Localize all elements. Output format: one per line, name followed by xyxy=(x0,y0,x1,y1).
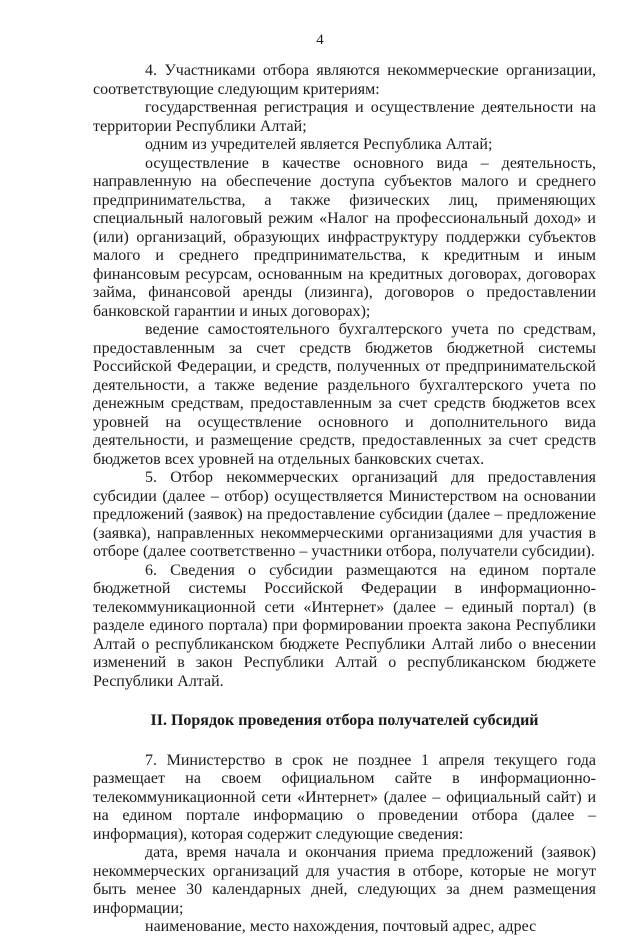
page-number: 4 xyxy=(316,32,324,48)
paragraph-criterion-founder: одним из учредителей является Республика Алтай; xyxy=(145,136,493,153)
paragraph-dates: дата, время начала и окончания приема предложений (заявок) некоммерческих организаций для участия в отборе, которые не могут быть менее 30 календарных дней, следующих за днем размещения информации; xyxy=(93,844,596,917)
paragraph-5-selection: 5. Отбор некоммерческих организаций для предоставления субсидии (далее – отбор) осуществляется Министерством на основании предложений (заявок) на предоставление субсидии (далее – предложение (заявка), направленных некоммерческими организациями для участия в отборе (далее соответственно – участники отбора, получатели субсидии). xyxy=(93,469,596,560)
paragraph-7-announcement: 7. Министерство в срок не позднее 1 апреля текущего года размещает на своем официальном сайте в информационно-телекоммуникационной сети «Интернет» (далее – официальный сайт) и на едином портале информацию о проведении отбора (далее – информация), которая содержит следующие сведения: xyxy=(93,751,596,843)
paragraph-criterion-main-activity: осуществление в качестве основного вида – деятельность, направленную на обеспечение доступа субъектов малого и среднего предпринимательства, а также физических лиц, применяющих специальный налоговый режим «Налог на профессиональный доход» и (или) организаций, образующих инфраструктуру поддержки субъектов малого и среднего предпринимательства, к кредитным и иным финансовым ресурсам, основанным на кредитных договорах, договорах займа, финансовой аренды (лизинга), договоров о предоставлении банковской гарантии и иных договорах); xyxy=(93,154,596,320)
paragraph-4-criteria-intro: 4. Участниками отбора являются некоммерческие организации, соответствующие следующим критериям: xyxy=(93,62,596,98)
paragraph-6-subsidy-info: 6. Сведения о субсидии размещаются на едином портале бюджетной системы Российской Федерации в информационно-телекоммуникационной сети «Интернет» (далее – единый портал) (в разделе единого портала) при формировании проекта закона Республики Алтай о республиканском бюджете Республики Алтай либо о внесении изменений в закон Республики Алтай о республиканском бюджете Республики Алтай. xyxy=(93,561,596,690)
document-body xyxy=(93,62,596,937)
paragraph-criterion-registration: государственная регистрация и осуществление деятельности на территории Республики Алтай; xyxy=(93,99,596,135)
section-heading: II. Порядок проведения отбора получателей субсидий xyxy=(150,712,539,729)
paragraph-criterion-accounting: ведение самостоятельного бухгалтерского учета по средствам, предоставленным за счет средств бюджетов бюджетной системы Российской Федерации, и средств, полученных от предпринимательской деятельности, а также ведение раздельного бухгалтерского учета по денежным средствам, предоставленным за счет средств бюджетов всех уровней на осуществление основного и дополнительного вида деятельности, и размещение средств, предоставленных за счет средств бюджетов всех уровней на отдельных банковских счетах. xyxy=(93,321,596,468)
paragraph-address: наименование, место нахождения, почтовый адрес, адрес xyxy=(145,918,537,935)
